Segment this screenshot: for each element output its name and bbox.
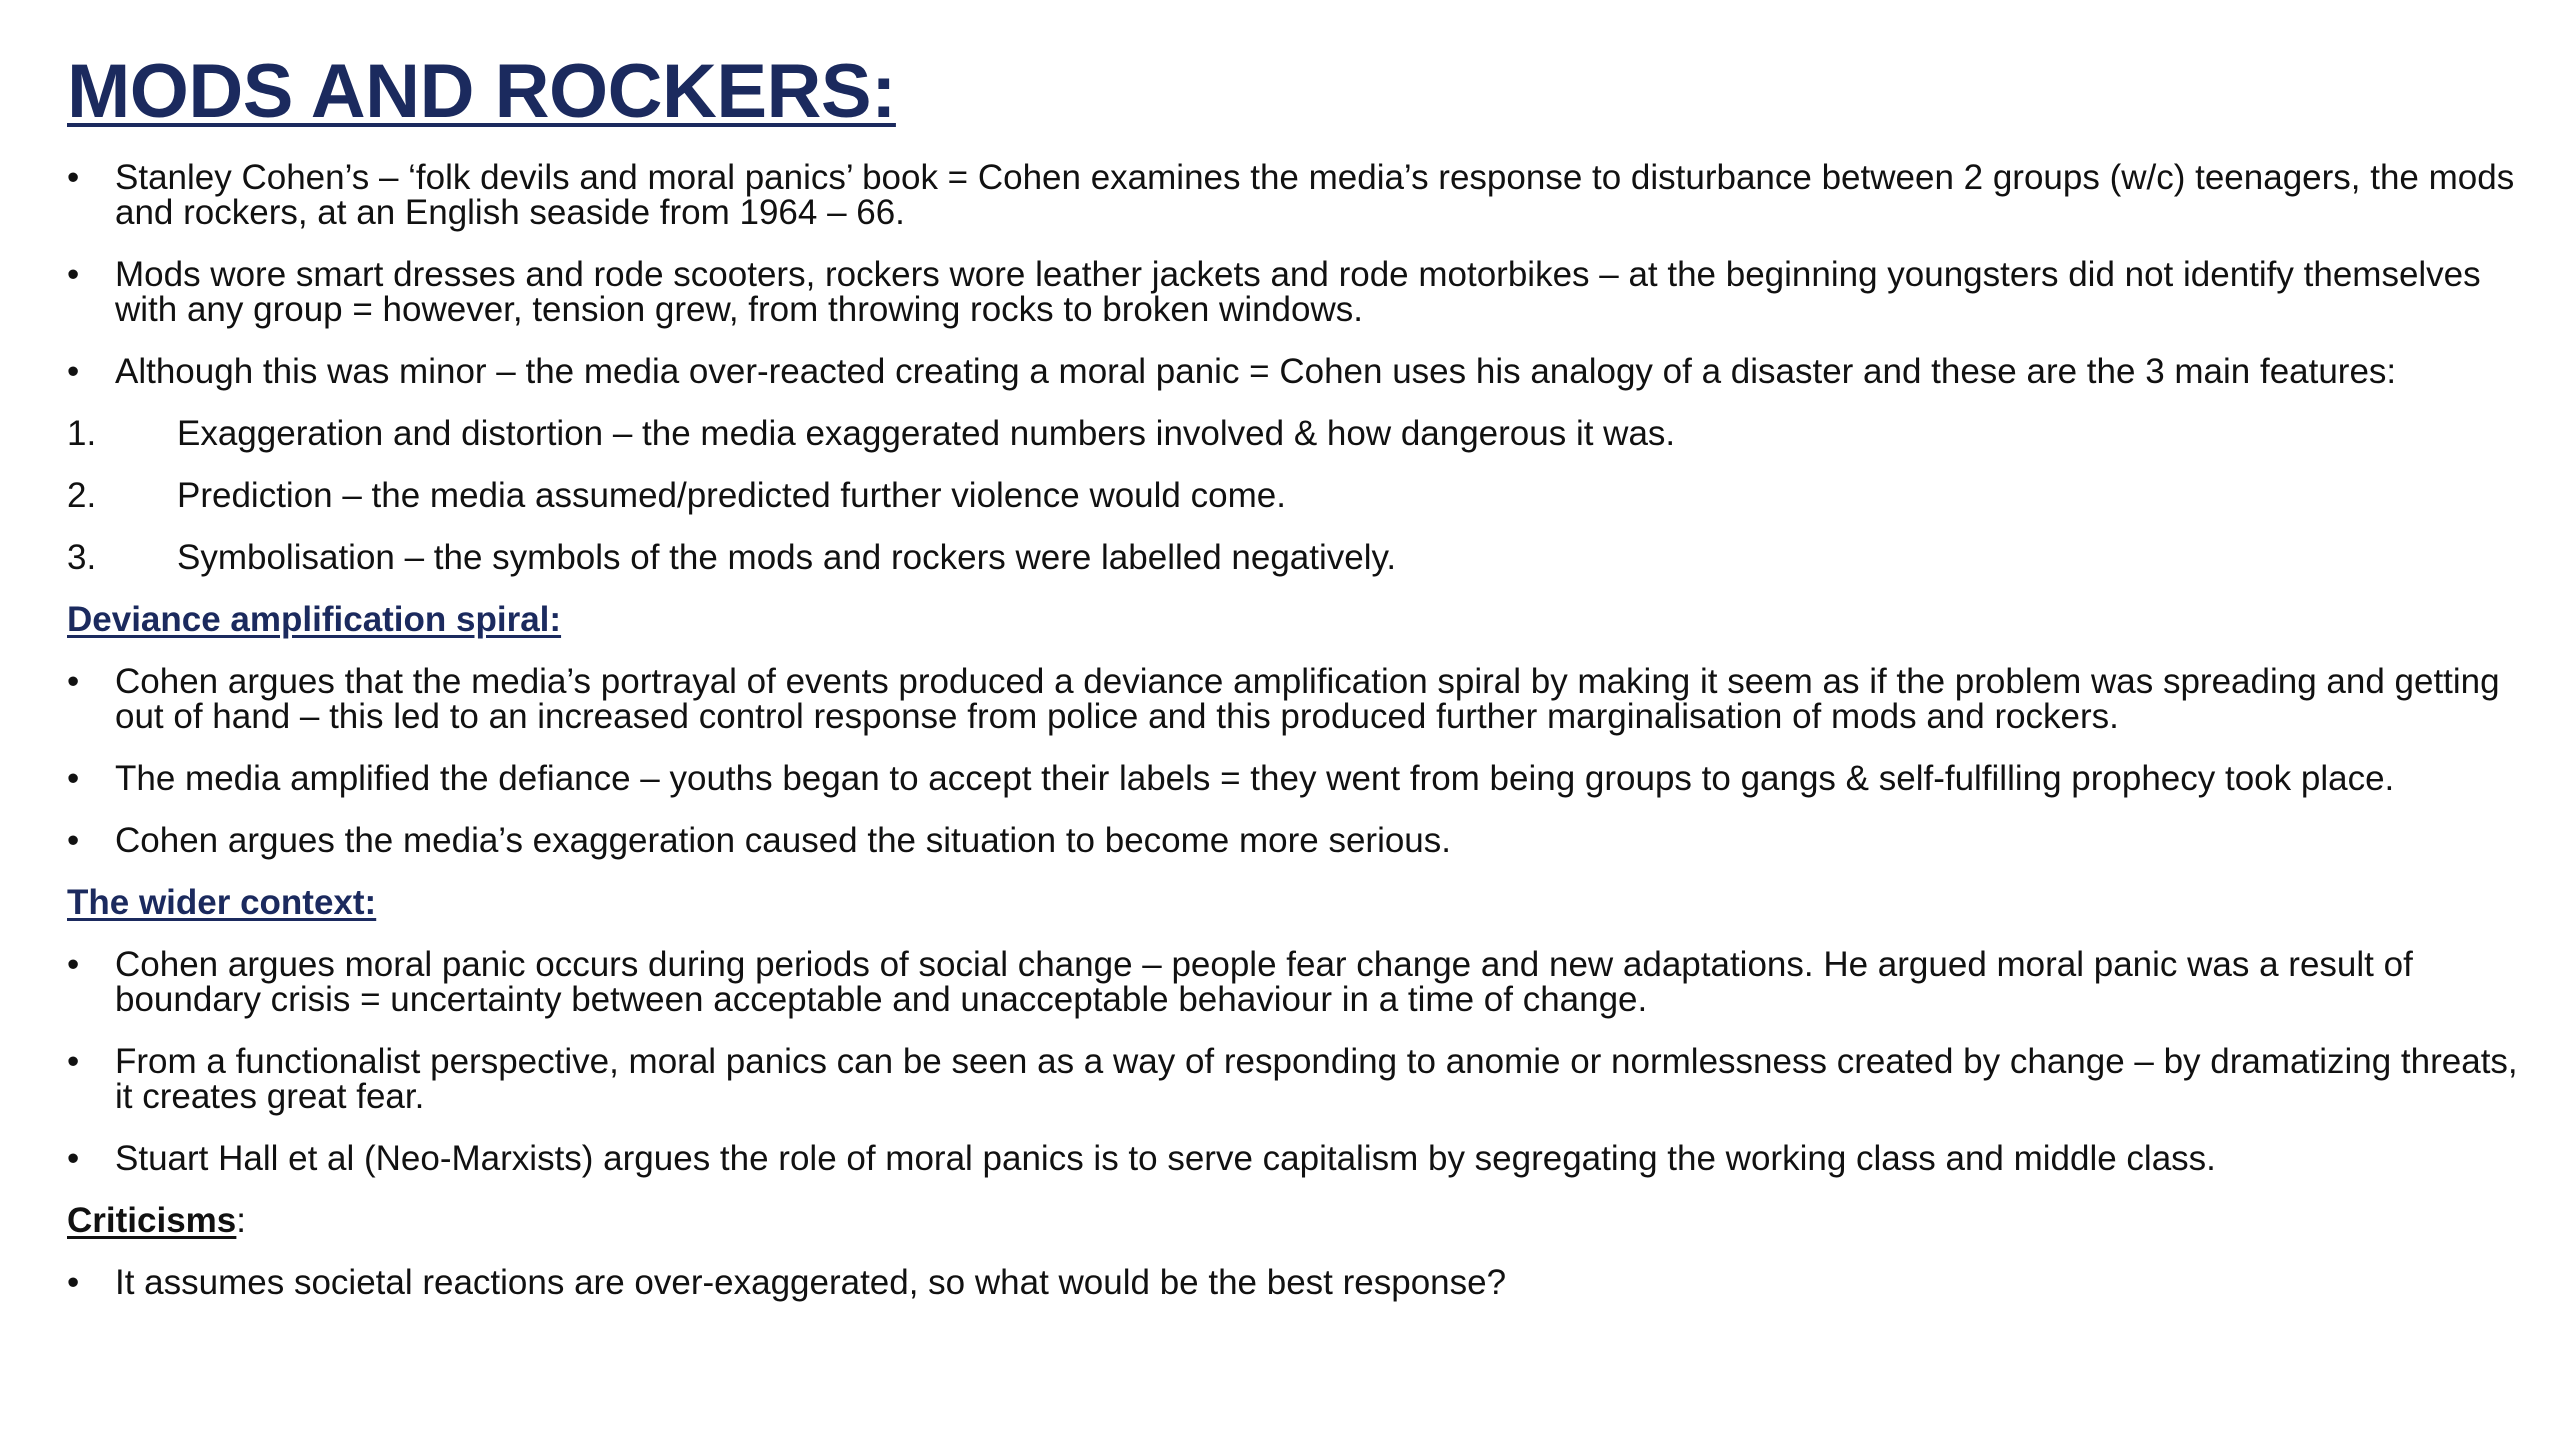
list-item xyxy=(67,1262,2520,1302)
bullet-mark: • xyxy=(67,1041,80,1081)
bullet-mark: • xyxy=(67,1138,80,1178)
bullet-text: From a functionalist perspective, moral panics can be seen as a way of responding to anomie or normlessness created by change – by dramatizing threats, it creates great fear. xyxy=(115,1041,2518,1116)
bullet-mark: • xyxy=(67,254,80,294)
page-title: MODS AND ROCKERS: xyxy=(67,49,896,134)
numbered-item xyxy=(67,475,2520,515)
slide-content xyxy=(67,157,2520,1302)
item-text: Symbolisation – the symbols of the mods and rockers were labelled negatively. xyxy=(177,537,1397,577)
bullet-mark: • xyxy=(67,351,80,391)
bullet-mark: • xyxy=(67,661,80,701)
list-item xyxy=(67,157,2520,232)
bullet-text: Cohen argues moral panic occurs during periods of social change – people fear change and new adaptations. He argued moral panic was a result of boundary crisis = uncertainty between acceptable and unacceptable behaviour in a time of change. xyxy=(115,944,2413,1019)
item-number: 1. xyxy=(67,413,97,453)
bullet-text: Although this was minor – the media over-reacted creating a moral panic = Cohen uses his analogy of a disaster and these are the 3 main features: xyxy=(115,351,2397,391)
criticisms-heading-colon: : xyxy=(236,1200,246,1240)
bullet-text: Cohen argues that the media’s portrayal of events produced a deviance amplification spiral by making it seem as if the problem was spreading and getting out of hand – this led to an increased control response from police and this produced further marginalisation of mods and rockers. xyxy=(115,661,2500,736)
numbered-item xyxy=(67,413,2520,453)
item-text: Exaggeration and distortion – the media exaggerated numbers involved & how dangerous it was. xyxy=(177,413,1676,453)
list-item xyxy=(67,254,2520,329)
bullet-text: Stuart Hall et al (Neo-Marxists) argues the role of moral panics is to serve capitalism by segregating the working class and middle class. xyxy=(115,1138,2216,1178)
bullet-mark: • xyxy=(67,157,80,197)
bullet-text: Stanley Cohen’s – ‘folk devils and moral panics’ book = Cohen examines the media’s response to disturbance between 2 groups (w/c) teenagers, the mods and rockers, at an English seaside from 1964 – 66. xyxy=(115,157,2515,232)
list-item xyxy=(67,758,2520,798)
item-text: Prediction – the media assumed/predicted further violence would come. xyxy=(177,475,1286,515)
bullet-mark: • xyxy=(67,758,80,798)
bullet-text: It assumes societal reactions are over-exaggerated, so what would be the best response? xyxy=(115,1262,1507,1302)
bullet-mark: • xyxy=(67,820,80,860)
item-number: 2. xyxy=(67,475,97,515)
numbered-item xyxy=(67,537,2520,577)
bullet-text: Mods wore smart dresses and rode scooters, rockers wore leather jackets and rode motorbikes – at the beginning youngsters did not identify themselves with any group = however, tension grew, from throwing rocks to broken windows. xyxy=(115,254,2481,329)
bullet-mark: • xyxy=(67,944,80,984)
section-heading-context: The wider context: xyxy=(67,882,377,922)
criticisms-heading-text: Criticisms xyxy=(67,1200,237,1240)
bullet-mark: • xyxy=(67,1262,80,1302)
bullet-text: Cohen argues the media’s exaggeration caused the situation to become more serious. xyxy=(115,820,1451,860)
list-item xyxy=(67,351,2520,391)
section-heading-spiral: Deviance amplification spiral: xyxy=(67,599,562,639)
list-item xyxy=(67,1138,2520,1178)
section-heading-criticisms xyxy=(67,1200,2520,1240)
list-item xyxy=(67,820,2520,860)
list-item xyxy=(67,944,2520,1019)
item-number: 3. xyxy=(67,537,97,577)
list-item xyxy=(67,661,2520,736)
bullet-text: The media amplified the defiance – youths began to accept their labels = they went from being groups to gangs & self-fulfilling prophecy took place. xyxy=(115,758,2395,798)
list-item xyxy=(67,1041,2520,1116)
